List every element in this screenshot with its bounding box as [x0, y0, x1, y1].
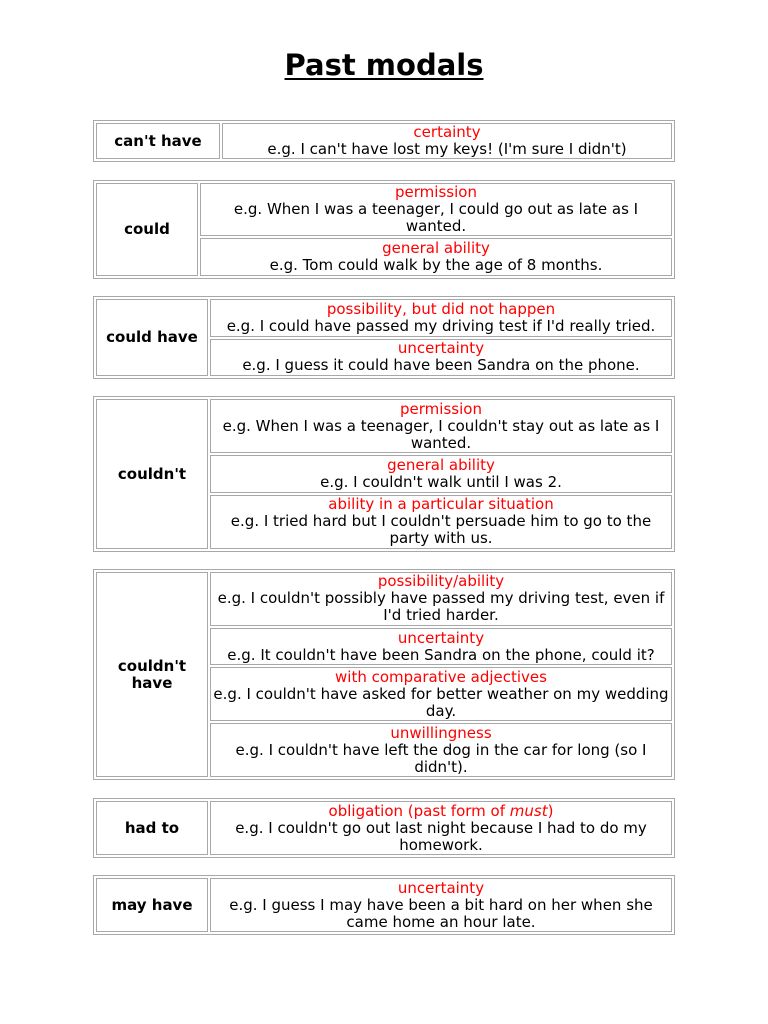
- usage-cell: [210, 495, 672, 549]
- usage-list: [222, 123, 672, 159]
- usage-type: general ability: [387, 455, 495, 474]
- usage-type: general ability: [382, 239, 490, 258]
- modal-label: may have: [96, 878, 208, 932]
- usage-cell: [222, 123, 672, 159]
- usage-cell: [210, 878, 672, 932]
- usage-example: e.g. I tried hard but I couldn't persuade him to go to the party with us.: [230, 512, 652, 548]
- usage-example: e.g. I couldn't go out last night because I had to do my homework.: [235, 818, 647, 854]
- modal-table-couldnt: [93, 396, 675, 552]
- usage-example: e.g. I couldn't have asked for better weather on my wedding day.: [213, 684, 669, 720]
- usage-type: with comparative adjectives: [335, 667, 547, 686]
- usage-list: [210, 299, 672, 376]
- usage-cell: [210, 572, 672, 626]
- usage-cell: [210, 801, 672, 855]
- usage-example: e.g. I couldn't walk until I was 2.: [320, 472, 562, 491]
- usage-type: certainty: [413, 123, 481, 141]
- usage-type-emphasis: must: [509, 801, 548, 820]
- usage-example: e.g. It couldn't have been Sandra on the phone, could it?: [227, 645, 655, 664]
- modal-label: had to: [96, 801, 208, 855]
- modal-label: can't have: [96, 123, 220, 159]
- modal-label: could: [96, 183, 198, 276]
- usage-cell: [210, 455, 672, 493]
- usage-type: uncertainty: [397, 628, 485, 647]
- usage-type-suffix: ): [547, 801, 554, 820]
- usage-list: [210, 399, 672, 549]
- usage-example: e.g. I could have passed my driving test if I'd really tried.: [226, 316, 656, 335]
- usage-cell: [210, 723, 672, 777]
- modal-label: couldn't: [96, 399, 208, 549]
- modal-label: couldn't have: [96, 572, 208, 777]
- usage-list: [210, 801, 672, 855]
- usage-cell: [200, 238, 672, 276]
- modal-table-had-to: [93, 798, 675, 858]
- usage-type-prefix: obligation (past form of: [328, 801, 510, 820]
- usage-type: uncertainty: [397, 878, 485, 897]
- modal-table-couldnt-have: [93, 569, 675, 780]
- usage-type: [329, 803, 554, 820]
- modal-label: could have: [96, 299, 208, 376]
- page-title: Past modals: [284, 48, 484, 82]
- usage-example: e.g. I guess it could have been Sandra on the phone.: [242, 356, 640, 375]
- usage-list: [210, 572, 672, 777]
- usage-cell: [210, 667, 672, 721]
- usage-type: permission: [400, 399, 482, 418]
- modal-table-could-have: [93, 296, 675, 379]
- usage-type: possibility/ability: [377, 572, 505, 591]
- usage-example: e.g. When I was a teenager, I could go out as late as I wanted.: [233, 200, 639, 236]
- usage-type: permission: [395, 183, 477, 202]
- usage-cell: [210, 339, 672, 377]
- modal-table-could: [93, 180, 675, 279]
- usage-cell: [210, 628, 672, 666]
- usage-cell: [200, 183, 672, 236]
- usage-cell: [210, 299, 672, 337]
- usage-type: uncertainty: [397, 339, 485, 358]
- usage-example: e.g. I guess I may have been a bit hard on her when she came home an hour late.: [229, 895, 653, 931]
- usage-type: ability in a particular situation: [328, 495, 554, 514]
- modal-table-may-have: [93, 875, 675, 935]
- usage-type: possibility, but did not happen: [326, 299, 556, 318]
- usage-example: e.g. I can't have lost my keys! (I'm sure I didn't): [267, 140, 627, 158]
- usage-example: e.g. When I was a teenager, I couldn't stay out as late as I wanted.: [222, 416, 660, 452]
- usage-list: [210, 878, 672, 932]
- usage-example: e.g. I couldn't have left the dog in the car for long (so I didn't).: [235, 740, 647, 776]
- usage-example: e.g. Tom could walk by the age of 8 months.: [269, 256, 603, 275]
- modal-table-cant-have: [93, 120, 675, 162]
- usage-type: unwillingness: [390, 723, 492, 742]
- usage-cell: [210, 399, 672, 453]
- usage-list: [200, 183, 672, 276]
- usage-example: e.g. I couldn't possibly have passed my driving test, even if I'd tried harder.: [217, 589, 665, 625]
